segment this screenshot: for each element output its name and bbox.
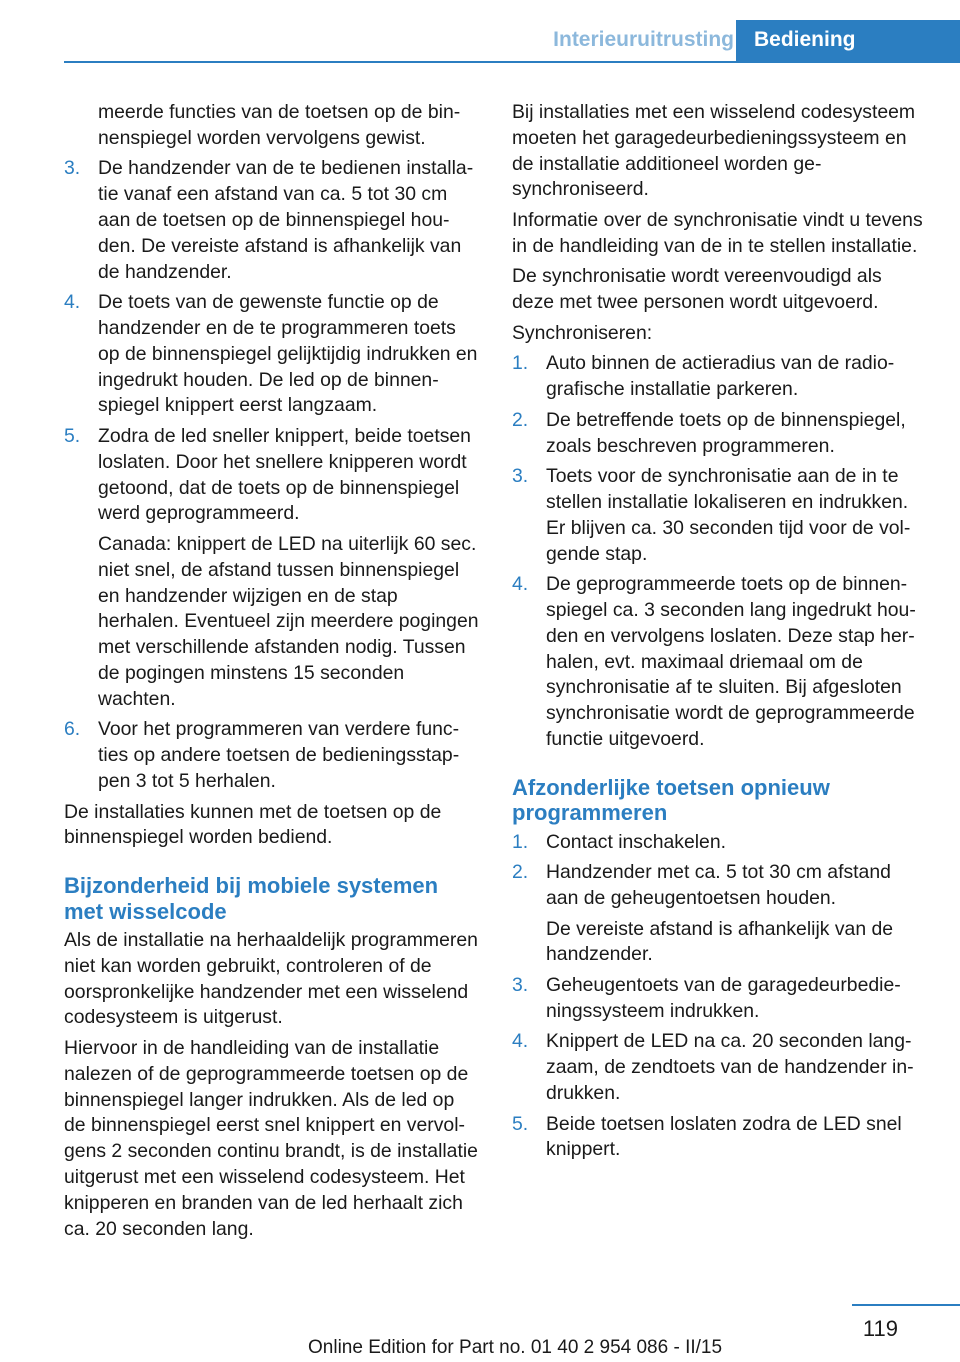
edition-note: Online Edition for Part no. 01 40 2 954 086 - II/15 (308, 1337, 723, 1358)
page-number: 119 (862, 1316, 898, 1341)
step-number: 3. (64, 157, 81, 180)
section-heading: Bijzonderheid bij mobiele systemen met wisselcode (64, 873, 439, 924)
footer-rule (852, 1304, 960, 1306)
list-item (64, 717, 480, 794)
list-item (512, 860, 926, 968)
step-text: Zodra de led sneller knippert, beide toetsen loslaten. Door het snellere knipperen wordt getoond, dat de toets op de binnenspiegel werd geprogrammeerd. (98, 424, 471, 525)
list-item (512, 830, 926, 856)
section-heading: Afzonderlijke toetsen opnieuw programmeren (512, 774, 830, 826)
step-text: De geprogrammeerde toets op de binnenspiegel ca. 3 seconden lang ingedrukt houden en vervolgens loslaten. Deze stap herhalen, evt. maximaal driemaal om de synchronisatie af te sluiten. Bij afgesloten synchronisatie wordt de geprogrammeerde functie uitgevoerd. (546, 573, 916, 750)
list-item (512, 1029, 926, 1106)
list-item (512, 572, 926, 753)
step-text: Knippert de LED na ca. 20 seconden langzaam, de zendtoets van de handzender indrukken. (546, 1030, 914, 1105)
step-note: Canada: knippert de LED na uiterlijk 60 sec. niet snel, de afstand tussen binnenspiegel en handzender wijzigen en de stap herhalen. Eventueel zijn meerdere pogingen met verschillende afstanden nodig. Tussen de pogingen minstens 15 seconden wachten. (98, 532, 479, 710)
list-item (512, 1112, 926, 1164)
step-text: Beide toetsen loslaten zodra de LED snel knippert. (546, 1112, 902, 1161)
reprogram-steps (512, 830, 926, 1164)
list-item (64, 290, 480, 419)
step-text: Geheugentoets van de garagedeurbedieningssysteem indrukken. (546, 974, 901, 1022)
step-text: Toets voor de synchronisatie aan de in te stellen installatie lokaliseren en indrukken. Er blijven ca. 30 seconden tijd voor de volgende stap. (546, 465, 911, 565)
list-item (64, 156, 480, 285)
step-note: De vereiste afstand is afhankelijk van de handzender. (546, 917, 894, 966)
chapter-tab[interactable]: Bediening (736, 20, 960, 62)
page-header (0, 0, 960, 62)
paragraph: Synchroniseren: (512, 321, 653, 344)
header-rule (64, 61, 960, 63)
paragraph: Informatie over de synchronisatie vindt u tevens in de handleiding van de in te stellen installatie. (512, 208, 923, 257)
programming-steps (64, 156, 480, 794)
right-column (512, 100, 926, 1168)
list-item (512, 351, 926, 403)
step-number: 4. (512, 1030, 529, 1053)
paragraph: Hiervoor in de handleiding van de installatie nalezen of de geprogrammeerde toetsen op de binnenspiegel langer indrukken. Als de led op de binnenspiegel eerst snel knippert en vervolgens 2 seconden continu brandt, is de installatie uitgerust met een wisselend codesysteem. Het knipperen en branden van de led herhaalt zich ca. 20 seconden lang. (64, 1037, 478, 1240)
step-text: De handzender van de te bedienen installatie vanaf een afstand van ca. 5 tot 30 cm aan de toetsen op de binnenspiegel houden. De vereiste afstand is afhankelijk van de handzender. (98, 157, 474, 283)
step-text: Contact inschakelen. (546, 830, 727, 853)
step-number: 4. (512, 573, 529, 596)
paragraph: Als de installatie na herhaaldelijk programmeren niet kan worden gebruikt, controleren of de oorspronkelijke handzender met een wisselend codesysteem is uitgerust. (64, 929, 478, 1029)
step-number: 2. (512, 861, 529, 884)
step-number: 3. (512, 465, 529, 488)
step-text: De betreffende toets op de binnenspiegel, zoals beschreven programmeren. (546, 408, 906, 457)
step-number: 3. (512, 974, 529, 997)
list-item (512, 464, 926, 567)
step-text: De toets van de gewenste functie op de handzender en de te programmeren toets op de binnenspiegel gelijktijdig indrukken en ingedrukt houden. De led op de binnenspiegel knippert eerst langzaam. (98, 291, 478, 417)
step-number: 4. (64, 291, 81, 314)
step-number: 1. (512, 352, 529, 375)
step-number: 5. (512, 1112, 529, 1135)
paragraph: De installaties kunnen met de toetsen op de binnenspiegel worden bediend. (64, 800, 442, 849)
paragraph: Bij installaties met een wisselend codesysteem moeten het garagedeurbedieningssysteem en de installatie additioneel worden gesynchroniseerd. (512, 101, 916, 201)
step-text: Auto binnen de actieradius van de radiografische installatie parkeren. (546, 352, 895, 401)
step-text: Handzender met ca. 5 tot 30 cm afstand aan de geheugentoetsen houden. (546, 861, 891, 910)
step-number: 5. (64, 424, 81, 447)
step-text: Voor het programmeren van verdere functies op andere toetsen de bedieningsstappen 3 tot 5 herhalen. (98, 718, 460, 792)
left-column (64, 100, 480, 1247)
step-number: 6. (64, 718, 81, 741)
list-item (512, 408, 926, 460)
sync-steps (512, 351, 926, 752)
intro-continuation: meerde functies van de toetsen op de binnenspiegel worden vervolgens gewist. (98, 101, 461, 149)
list-item (512, 973, 926, 1025)
step-number: 1. (512, 830, 529, 853)
step-number: 2. (512, 408, 529, 431)
list-item (64, 424, 480, 713)
paragraph: De synchronisatie wordt vereenvoudigd als deze met twee personen wordt uitgevoerd. (512, 265, 882, 314)
section-tab[interactable]: Interieuruitrusting (553, 28, 734, 51)
